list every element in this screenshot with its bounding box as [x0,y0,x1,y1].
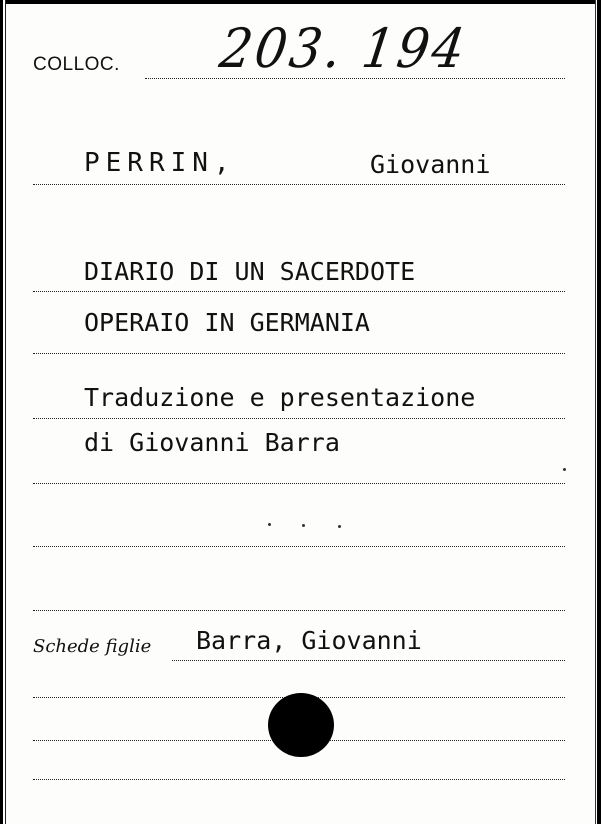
translation-line-1: Traduzione e presentazione [84,383,476,412]
card-top-edge [0,0,601,4]
colloc-label: COLLOC. [33,54,120,75]
translation-dotted-line-2 [33,483,565,484]
schede-figlie-label: Schede figlie [33,636,152,657]
schede-dotted-line [172,660,565,661]
punch-hole [268,693,334,757]
schede-figlie-value: Barra, Giovanni [196,626,422,655]
title-line-2: OPERAIO IN GERMANIA [84,308,370,337]
card-left-edge [0,0,8,824]
author-dotted-line [33,184,565,185]
blank-dotted-line-1 [33,546,565,547]
translation-dotted-line-1 [33,418,565,419]
author-forename: Giovanni [370,150,491,179]
title-dotted-line-2 [33,353,565,354]
author-surname: PERRIN, [84,148,236,178]
blank-dotted-line-2 [33,610,565,611]
blank-dotted-line-5 [33,779,565,780]
translation-line-2: di Giovanni Barra [84,428,340,457]
card-right-edge [593,0,601,824]
title-dotted-line-1 [33,291,565,292]
colloc-handwritten-number: 203. 194 [216,17,472,80]
title-line-1: DIARIO DI UN SACERDOTE [84,257,416,286]
